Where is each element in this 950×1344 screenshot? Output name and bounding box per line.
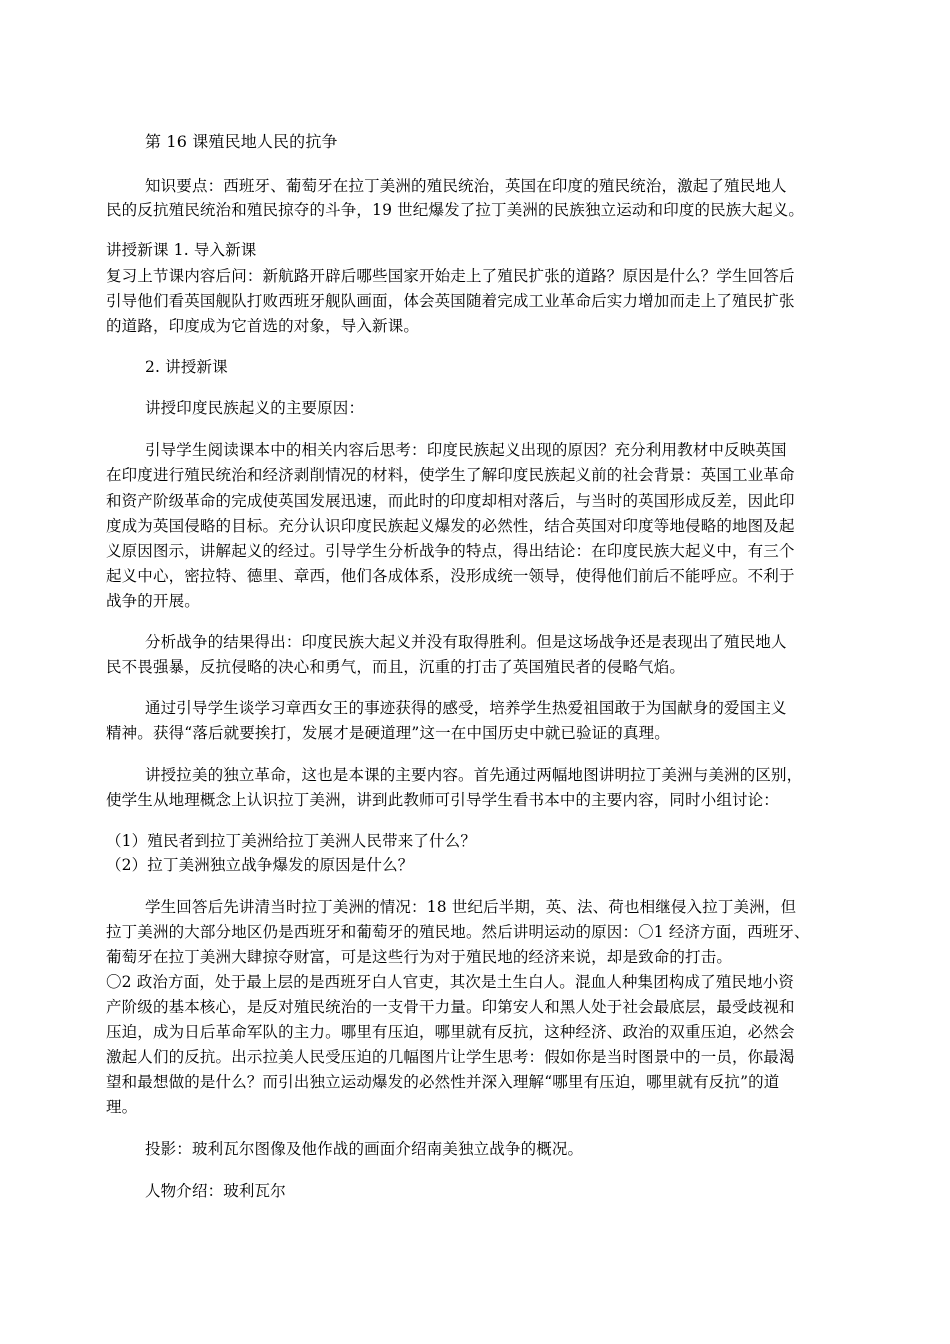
text-line: 激起人们的反抗。出示拉美人民受压迫的几幅图片让学生思考：假如你是当时图景中的一员，你最渴 [106,1048,795,1066]
text-line: 义原因图示，讲解起义的经过。引导学生分析战争的特点，得出结论：在印度民族大起义中，有三个 [106,542,795,560]
text-line: 复习上节课内容后问：新航路开辟后哪些国家开始走上了殖民扩张的道路？原因是什么？学生回答后 [106,267,795,285]
text-line: 引导他们看英国舰队打败西班牙舰队画面，体会英国随着完成工业革命后实力增加而走上了殖民扩张 [106,292,795,310]
text-line: 在印度进行殖民统治和经济剥削情况的材料，使学生了解印度民族起义前的社会背景：英国工业革命 [106,466,795,484]
section-heading: 2. 讲授新课 [145,358,228,376]
text-line: 引导学生阅读课本中的相关内容后思考：印度民族起义出现的原因？充分利用教材中反映英国 [145,441,787,459]
text-line: 使学生从地理概念上认识拉丁美洲，讲到此教师可引导学生看书本中的主要内容，同时小组讨论： [106,791,779,809]
text-line: 精神。获得“落后就要挨打，发展才是硬道理”这一在中国历史中就已验证的真理。 [106,724,670,742]
text-line: 和资产阶级革命的完成使英国发展迅速，而此时的印度却相对落后，与当时的英国形成反差，因此印 [106,492,795,510]
section-heading: 讲授新课 1. 导入新课 [106,241,257,259]
text-line: 知识要点：西班牙、葡萄牙在拉丁美洲的殖民统治，英国在印度的殖民统治，激起了殖民地人 [145,177,787,195]
text-line: 度成为英国侵略的目标。充分认识印度民族起义爆发的必然性，结合英国对印度等地侵略的地图及起 [106,517,795,535]
text-line: 分析战争的结果得出：印度民族大起义并没有取得胜利。但是这场战争还是表现出了殖民地人 [145,633,787,651]
text-line: 人物介绍：玻利瓦尔 [145,1182,286,1200]
lesson-title: 第 16 课殖民地人民的抗争 [145,132,338,151]
text-line: 学生回答后先讲清当时拉丁美洲的情况：18 世纪后半期，英、法、荷也相继侵入拉丁美洲，但 [145,898,797,916]
text-line: 〇2 政治方面，处于最上层的是西班牙白人官吏，其次是土生白人。混血人种集团构成了殖民地小资 [106,973,795,991]
text-line: 理。 [106,1098,138,1116]
text-line: 望和最想做的是什么？而引出独立运动爆发的必然性并深入理解“哪里有压迫，哪里就有反抗”的道 [106,1073,780,1091]
text-line: 的道路，印度成为它首选的对象，导入新课。 [106,317,420,335]
text-line: 民不畏强暴，反抗侵略的决心和勇气，而且，沉重的打击了英国殖民者的侵略气焰。 [106,658,686,676]
text-line: 通过引导学生谈学习章西女王的事迹获得的感受，培养学生热爱祖国敢于为国献身的爱国主义 [145,699,787,717]
text-line: 葡萄牙在拉丁美洲大肆掠夺财富，可是这些行为对于殖民地的经济来说，却是致命的打击。 [106,948,733,966]
question-item: （2）拉丁美洲独立战争爆发的原因是什么？ [106,856,414,874]
question-item: （1）殖民者到拉丁美洲给拉丁美洲人民带来了什么？ [106,832,476,850]
text-line: 起义中心，密拉特、德里、章西，他们各成体系，没形成统一领导，使得他们前后不能呼应。不利于 [106,567,795,585]
text-line: 讲授印度民族起义的主要原因： [145,399,365,417]
text-line: 压迫，成为日后革命军队的主力。哪里有压迫，哪里就有反抗，这种经济、政治的双重压迫，必然会 [106,1023,795,1041]
text-line: 讲授拉美的独立革命，这也是本课的主要内容。首先通过两幅地图讲明拉丁美洲与美洲的区别， [145,766,803,784]
text-line: 产阶级的基本核心，是反对殖民统治的一支骨干力量。印第安人和黑人处于社会最底层，最受歧视和 [106,998,795,1016]
text-line: 民的反抗殖民统治和殖民掠夺的斗争，19 世纪爆发了拉丁美洲的民族独立运动和印度的民族大起义。 [106,201,805,219]
text-line: 拉丁美洲的大部分地区仍是西班牙和葡萄牙的殖民地。然后讲明运动的原因：〇1 经济方面，西班牙、 [106,923,810,941]
text-line: 投影：玻利瓦尔图像及他作战的画面介绍南美独立战争的概况。 [145,1140,584,1158]
text-line: 战争的开展。 [106,592,200,610]
